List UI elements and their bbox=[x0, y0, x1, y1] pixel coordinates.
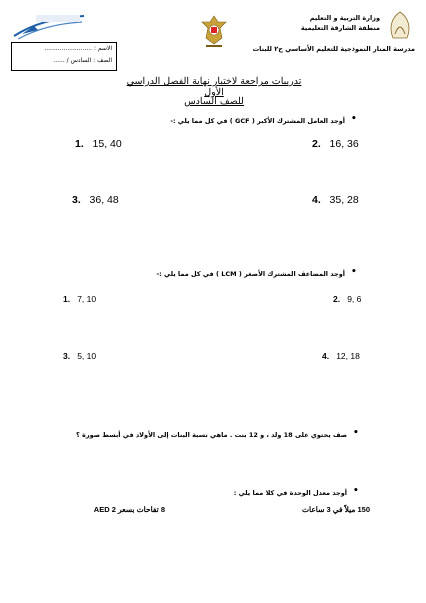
item-number: 4. bbox=[312, 194, 321, 206]
item-number: 4. bbox=[322, 351, 330, 361]
q2-item-3 bbox=[63, 351, 96, 361]
item-values: 35, 28 bbox=[329, 194, 359, 206]
zone-line: منطقة الشارقة التعليمية bbox=[300, 24, 380, 32]
school-crest-icon bbox=[385, 10, 415, 42]
item-number: 1. bbox=[75, 138, 84, 150]
item-values: 15, 40 bbox=[92, 138, 122, 150]
q4-item-miles: 150 ميلاً في 3 ساعات bbox=[301, 505, 370, 514]
item-number: 2. bbox=[312, 138, 321, 150]
item-number: 2. bbox=[333, 294, 341, 304]
q1-item-2 bbox=[312, 138, 359, 150]
q4-instruction: أوجد معدل الوحدة في كلا مما يلي : bbox=[233, 489, 347, 497]
item-values: 12, 18 bbox=[336, 351, 360, 361]
item-number: 3. bbox=[63, 351, 71, 361]
name-field: الاسم : ......................... bbox=[44, 45, 112, 52]
school-logo bbox=[12, 12, 86, 42]
q1-item-3 bbox=[72, 194, 119, 206]
item-values: 9, 6 bbox=[347, 294, 362, 304]
q4-item-apples: 8 تفاحات بسعر 2 AED bbox=[93, 505, 165, 514]
q2-item-4 bbox=[322, 351, 360, 361]
q1-instruction: أوجد العامل المشترك الأكبر ( GCF ) في كل مما يلي :- bbox=[170, 117, 345, 125]
q2-item-1 bbox=[63, 294, 96, 304]
ministry-header bbox=[240, 13, 380, 33]
student-info-box bbox=[11, 42, 117, 71]
school-line: مدرسة المنار النموذجية للتعليم الأساسي ح٢ للبنات bbox=[252, 45, 415, 53]
q2-item-2 bbox=[333, 294, 361, 304]
bullet-icon: • bbox=[353, 428, 359, 438]
bullet-icon: • bbox=[353, 486, 359, 496]
q3-question: صف يحتوي على 18 ولد ، و 12 بنت . ماهي نسبة البنات إلى الأولاد في أبسط صورة ؟ bbox=[76, 431, 347, 439]
grade-subtitle: للصف السادس bbox=[184, 96, 244, 107]
item-values: 5, 10 bbox=[77, 351, 97, 361]
ministry-line: وزارة التربية و التعليم bbox=[309, 14, 380, 22]
item-values: 7, 10 bbox=[77, 294, 97, 304]
q2-instruction: أوجد المضاعف المشترك الأصغر ( LCM ) في كل مما يلي :- bbox=[156, 270, 345, 278]
bullet-icon: • bbox=[351, 114, 357, 124]
class-field: الصف : السادس / ...... bbox=[53, 57, 112, 64]
q1-item-1 bbox=[75, 138, 122, 150]
item-number: 1. bbox=[63, 294, 71, 304]
uae-emblem-icon bbox=[200, 14, 228, 50]
item-values: 36, 48 bbox=[89, 194, 119, 206]
item-values: 16, 36 bbox=[329, 138, 359, 150]
bullet-icon: • bbox=[351, 267, 357, 277]
q1-item-4 bbox=[312, 194, 359, 206]
item-number: 3. bbox=[72, 194, 81, 206]
page-title: تدريبات مراجعة لاختبار نهاية الفصل الدراسي الأول bbox=[126, 76, 302, 98]
